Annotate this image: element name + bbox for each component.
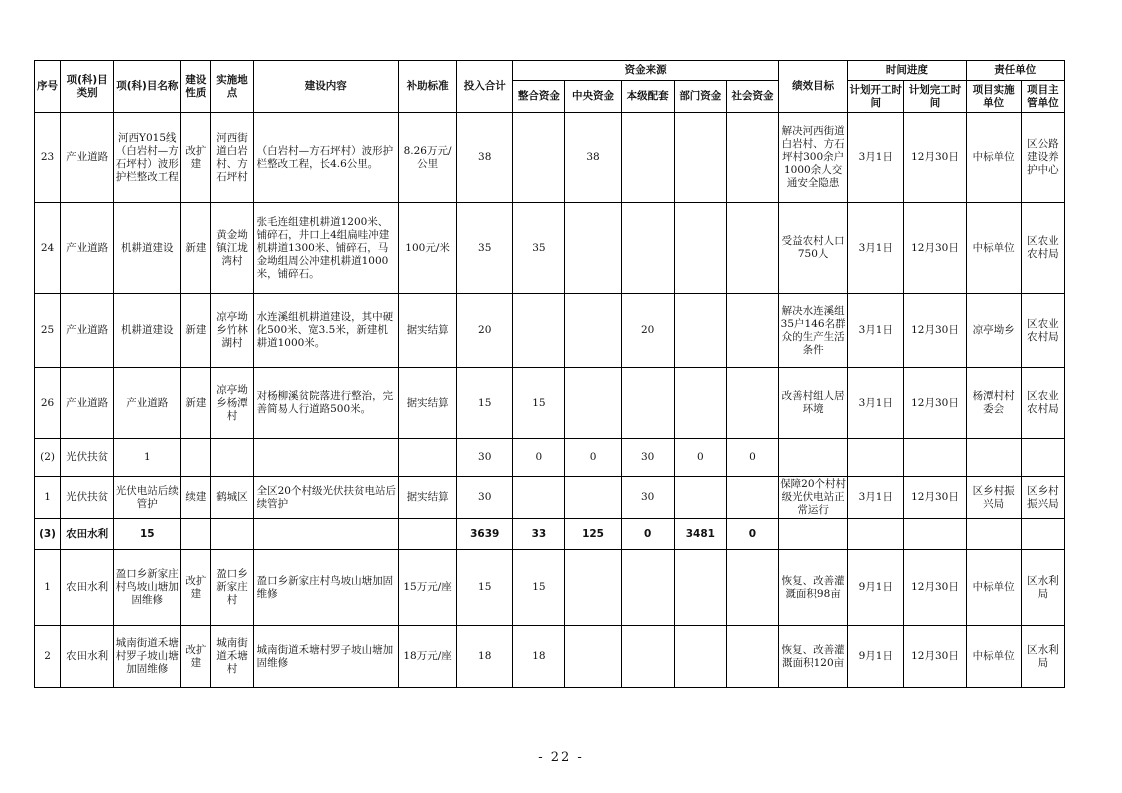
cell-target: 恢复、改善灌溉面积98亩 (779, 550, 848, 626)
cell-nature (181, 439, 211, 477)
cell-integrated (513, 294, 565, 368)
cell-social: 0 (726, 519, 778, 550)
cell-local: 30 (621, 439, 674, 477)
cell-integrated: 0 (513, 439, 565, 477)
cell-department: 0 (674, 439, 726, 477)
cell-end: 12月30日 (904, 626, 966, 688)
cell-name: 15 (114, 519, 181, 550)
cell-local (621, 113, 674, 203)
table-row (35, 368, 1065, 439)
cell-location (211, 519, 253, 550)
cell-end: 12月30日 (904, 477, 966, 519)
cell-name: 河西Y015线（白岩村—方石坪村）波形护栏整改工程 (114, 113, 181, 203)
cell-content: 水连溪组机耕道建设，其中硬化500米、宽3.5米，新建机耕道1000米。 (253, 294, 398, 368)
cell-mgmt: 区乡村振兴局 (1021, 477, 1064, 519)
cell-content: 对杨柳溪贫院落进行整治，完善简易人行道路500米。 (253, 368, 398, 439)
cell-impl: 中标单位 (966, 113, 1021, 203)
cell-nature: 改扩建 (181, 113, 211, 203)
header-schedule: 时间进度 (848, 61, 966, 81)
cell-total: 30 (457, 439, 513, 477)
cell-total: 38 (457, 113, 513, 203)
cell-mgmt (1021, 439, 1064, 477)
cell-location: 凉亭坳乡竹林湖村 (211, 294, 253, 368)
cell-central (565, 294, 621, 368)
cell-nature: 新建 (181, 368, 211, 439)
cell-seq: 23 (35, 113, 61, 203)
cell-content (253, 519, 398, 550)
cell-location: 盈口乡新家庄村 (211, 550, 253, 626)
cell-social (726, 294, 778, 368)
cell-location: 鹤城区 (211, 477, 253, 519)
cell-seq: 26 (35, 368, 61, 439)
header-responsible: 责任单位 (966, 61, 1064, 81)
cell-start: 3月1日 (848, 477, 904, 519)
cell-end (904, 439, 966, 477)
cell-name: 1 (114, 439, 181, 477)
cell-end: 12月30日 (904, 550, 966, 626)
cell-content (253, 439, 398, 477)
project-table (34, 60, 1065, 688)
cell-local: 0 (621, 519, 674, 550)
cell-target: 改善村组人居环境 (779, 368, 848, 439)
cell-total: 30 (457, 477, 513, 519)
header-integrated: 整合资金 (513, 81, 565, 113)
cell-mgmt: 区农业农村局 (1021, 368, 1064, 439)
cell-department (674, 203, 726, 294)
cell-local (621, 203, 674, 294)
cell-target: 解决河西街道白岩村、方石坪村300余户1000余人交通安全隐患 (779, 113, 848, 203)
cell-central (565, 203, 621, 294)
cell-start: 9月1日 (848, 626, 904, 688)
cell-integrated: 15 (513, 368, 565, 439)
cell-subsidy: 据实结算 (399, 294, 457, 368)
header-local: 本级配套 (621, 81, 674, 113)
cell-location: 河西街道白岩村、方石坪村 (211, 113, 253, 203)
cell-impl: 中标单位 (966, 203, 1021, 294)
cell-social (726, 626, 778, 688)
header-social: 社会资金 (726, 81, 778, 113)
cell-total: 15 (457, 368, 513, 439)
header-name: 项(科)目名称 (114, 61, 181, 113)
cell-central (565, 368, 621, 439)
cell-impl (966, 439, 1021, 477)
cell-social (726, 477, 778, 519)
cell-central: 0 (565, 439, 621, 477)
cell-seq: 2 (35, 626, 61, 688)
cell-central (565, 477, 621, 519)
cell-content: 张毛连组建机耕道1200米、铺碎石，井口上4组扁哇冲建机耕道1300米、铺碎石，马金坳组周公冲建机耕道1000米，铺碎石。 (253, 203, 398, 294)
cell-end: 12月30日 (904, 294, 966, 368)
cell-start: 3月1日 (848, 203, 904, 294)
cell-total: 20 (457, 294, 513, 368)
table-row (35, 477, 1065, 519)
cell-central: 125 (565, 519, 621, 550)
cell-nature: 新建 (181, 294, 211, 368)
cell-category: 农田水利 (61, 550, 114, 626)
page-number: - 22 - (538, 750, 584, 765)
header-impl-unit: 项目实施单位 (966, 81, 1021, 113)
header-content: 建设内容 (253, 61, 398, 113)
cell-start: 9月1日 (848, 550, 904, 626)
cell-start (848, 439, 904, 477)
cell-local (621, 368, 674, 439)
header-mgmt-unit: 项目主管单位 (1021, 81, 1064, 113)
cell-subsidy: 18万元/座 (399, 626, 457, 688)
cell-mgmt: 区水利局 (1021, 626, 1064, 688)
header-target: 绩效目标 (779, 61, 848, 113)
cell-integrated: 35 (513, 203, 565, 294)
cell-target: 解决水连溪组35户146名群众的生产生活条件 (779, 294, 848, 368)
cell-impl: 杨潭村村委会 (966, 368, 1021, 439)
cell-location: 黄金坳镇江垅湾村 (211, 203, 253, 294)
cell-category: 光伏扶贫 (61, 439, 114, 477)
cell-end: 12月30日 (904, 203, 966, 294)
cell-department (674, 477, 726, 519)
cell-total: 35 (457, 203, 513, 294)
cell-name: 机耕道建设 (114, 294, 181, 368)
cell-target (779, 439, 848, 477)
cell-department (674, 294, 726, 368)
cell-end: 12月30日 (904, 368, 966, 439)
cell-central (565, 626, 621, 688)
cell-department (674, 626, 726, 688)
cell-content: 全区20个村级光伏扶贫电站后续管护 (253, 477, 398, 519)
cell-target: 恢复、改善灌溉面积120亩 (779, 626, 848, 688)
cell-local: 30 (621, 477, 674, 519)
cell-subsidy: 15万元/座 (399, 550, 457, 626)
cell-local (621, 626, 674, 688)
table-row (35, 550, 1065, 626)
cell-content: 城南街道禾塘村罗子坡山塘加固维修 (253, 626, 398, 688)
cell-location: 凉亭坳乡杨潭村 (211, 368, 253, 439)
table-row (35, 519, 1065, 550)
cell-social (726, 550, 778, 626)
cell-seq: 25 (35, 294, 61, 368)
cell-local: 20 (621, 294, 674, 368)
table-row (35, 294, 1065, 368)
cell-local (621, 550, 674, 626)
cell-category: 农田水利 (61, 519, 114, 550)
cell-name: 城南街道禾塘村罗子坡山塘加固维修 (114, 626, 181, 688)
header-plan-start: 计划开工时间 (848, 81, 904, 113)
cell-central (565, 550, 621, 626)
cell-nature: 改扩建 (181, 626, 211, 688)
cell-name: 机耕道建设 (114, 203, 181, 294)
cell-target: 受益农村人口750人 (779, 203, 848, 294)
cell-subsidy (399, 439, 457, 477)
cell-impl: 凉亭坳乡 (966, 294, 1021, 368)
cell-total: 18 (457, 626, 513, 688)
cell-nature: 续建 (181, 477, 211, 519)
header-subsidy: 补助标准 (399, 61, 457, 113)
cell-name: 产业道路 (114, 368, 181, 439)
cell-department (674, 113, 726, 203)
header-funding-source: 资金来源 (513, 61, 779, 81)
cell-mgmt: 区公路建设养护中心 (1021, 113, 1064, 203)
cell-mgmt: 区水利局 (1021, 550, 1064, 626)
cell-seq: 24 (35, 203, 61, 294)
cell-integrated: 18 (513, 626, 565, 688)
cell-category: 产业道路 (61, 294, 114, 368)
cell-category: 光伏扶贫 (61, 477, 114, 519)
cell-content: 盈口乡新家庄村鸟坡山塘加固维修 (253, 550, 398, 626)
table-row (35, 113, 1065, 203)
cell-social (726, 113, 778, 203)
cell-department (674, 550, 726, 626)
cell-mgmt: 区农业农村局 (1021, 294, 1064, 368)
cell-end (904, 519, 966, 550)
cell-start: 3月1日 (848, 113, 904, 203)
cell-impl: 中标单位 (966, 550, 1021, 626)
cell-integrated (513, 477, 565, 519)
header-seq: 序号 (35, 61, 61, 113)
cell-subsidy (399, 519, 457, 550)
cell-subsidy: 据实结算 (399, 368, 457, 439)
cell-subsidy: 据实结算 (399, 477, 457, 519)
cell-mgmt: 区农业农村局 (1021, 203, 1064, 294)
cell-impl: 中标单位 (966, 626, 1021, 688)
cell-name: 光伏电站后续管护 (114, 477, 181, 519)
cell-target (779, 519, 848, 550)
cell-nature: 新建 (181, 203, 211, 294)
cell-integrated: 33 (513, 519, 565, 550)
cell-social (726, 203, 778, 294)
cell-category: 农田水利 (61, 626, 114, 688)
header-location: 实施地点 (211, 61, 253, 113)
cell-department (674, 368, 726, 439)
header-department: 部门资金 (674, 81, 726, 113)
header-plan-end: 计划完工时间 (904, 81, 966, 113)
cell-integrated (513, 113, 565, 203)
table-row (35, 203, 1065, 294)
cell-impl: 区乡村振兴局 (966, 477, 1021, 519)
cell-location: 城南街道禾塘村 (211, 626, 253, 688)
cell-start (848, 519, 904, 550)
cell-seq: (2) (35, 439, 61, 477)
cell-central: 38 (565, 113, 621, 203)
cell-seq: 1 (35, 550, 61, 626)
cell-category: 产业道路 (61, 203, 114, 294)
header-nature: 建设性质 (181, 61, 211, 113)
cell-content: （白岩村—方石坪村）波形护栏整改工程，长4.6公里。 (253, 113, 398, 203)
cell-social (726, 368, 778, 439)
cell-subsidy: 100元/米 (399, 203, 457, 294)
cell-seq: (3) (35, 519, 61, 550)
cell-start: 3月1日 (848, 368, 904, 439)
cell-seq: 1 (35, 477, 61, 519)
cell-total: 15 (457, 550, 513, 626)
cell-name: 盈口乡新家庄村鸟坡山塘加固维修 (114, 550, 181, 626)
cell-department: 3481 (674, 519, 726, 550)
cell-target: 保障20个村村级光伏电站正常运行 (779, 477, 848, 519)
cell-location (211, 439, 253, 477)
header-category: 项(科)目类别 (61, 61, 114, 113)
cell-end: 12月30日 (904, 113, 966, 203)
table-row (35, 626, 1065, 688)
cell-mgmt (1021, 519, 1064, 550)
table-row (35, 439, 1065, 477)
cell-start: 3月1日 (848, 294, 904, 368)
cell-category: 产业道路 (61, 368, 114, 439)
cell-impl (966, 519, 1021, 550)
cell-category: 产业道路 (61, 113, 114, 203)
cell-social: 0 (726, 439, 778, 477)
cell-nature (181, 519, 211, 550)
cell-subsidy: 8.26万元/公里 (399, 113, 457, 203)
cell-total: 3639 (457, 519, 513, 550)
header-total: 投入合计 (457, 61, 513, 113)
header-central: 中央资金 (565, 81, 621, 113)
cell-nature: 改扩建 (181, 550, 211, 626)
cell-integrated: 15 (513, 550, 565, 626)
